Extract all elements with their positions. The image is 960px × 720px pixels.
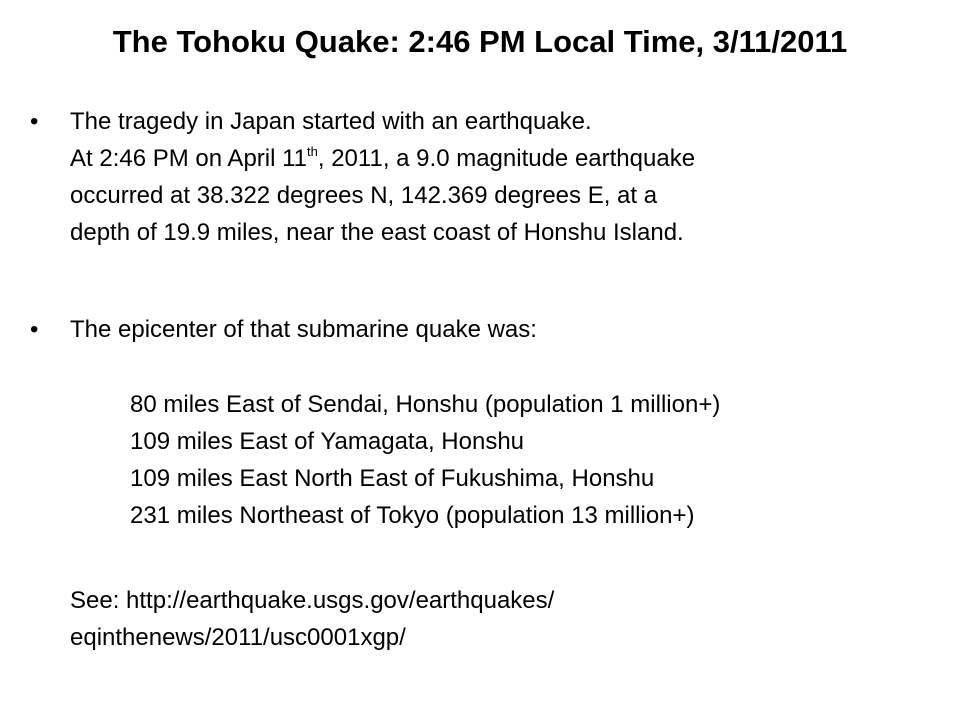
location-item: 109 miles East of Yamagata, Honshu — [130, 428, 525, 455]
summary-line-2 — [70, 140, 930, 177]
bullet-marker: • — [30, 316, 39, 343]
summary-line-2-start: At 2:46 PM on April 11 — [70, 145, 308, 172]
bullet-text — [70, 103, 930, 251]
epicenter-heading: The epicenter of that submarine quake was: — [70, 316, 537, 343]
summary-line-1: The tragedy in Japan started with an earthquake. — [70, 108, 592, 135]
location-item: 231 miles Northeast of Tokyo (population 13 million+) — [130, 502, 695, 529]
source-line-1: See: http://earthquake.usgs.gov/earthquakes/ — [70, 587, 555, 614]
source-reference — [70, 582, 554, 656]
slide-title: The Tohoku Quake: 2:46 PM Local Time, 3/11/2011 — [112, 24, 848, 59]
source-line-2: eqinthenews/2011/usc0001xgp/ — [70, 624, 406, 651]
epicenter-location-list — [130, 386, 720, 534]
ordinal-suffix: th — [307, 144, 318, 159]
bullet-text — [70, 311, 930, 348]
summary-line-2-end: , 2011, a 9.0 magnitude earthquake — [317, 145, 696, 172]
summary-line-4: depth of 19.9 miles, near the east coast of Honshu Island. — [70, 219, 684, 246]
bullet-marker: • — [30, 108, 39, 135]
location-item: 80 miles East of Sendai, Honshu (population 1 million+) — [130, 391, 721, 418]
summary-line-3: occurred at 38.322 degrees N, 142.369 degrees E, at a — [70, 182, 658, 209]
location-item: 109 miles East North East of Fukushima, Honshu — [130, 465, 655, 492]
